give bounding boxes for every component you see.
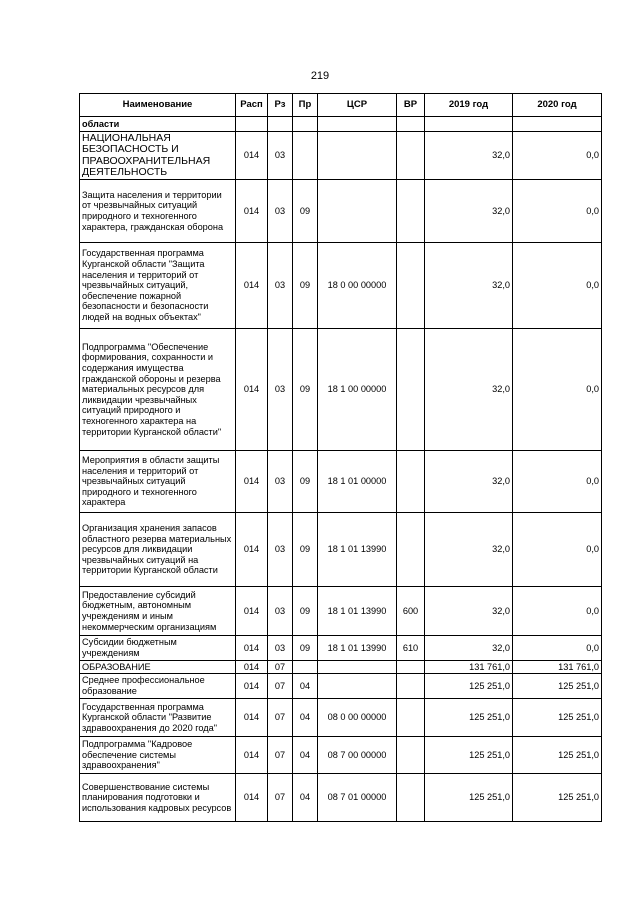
row-rz: 07 [268, 737, 293, 774]
row-name: Организация хранения запасов областного резерва материальных ресурсов для ликвидации чрезвычайных ситуаций на территории Курганской области [80, 513, 236, 587]
row-name: Субсидии бюджетным учреждениям [80, 636, 236, 661]
header-rz: Рз [268, 94, 293, 117]
row-name: Государственная программа Курганской области "Развитие здравоохранения до 2020 года" [80, 699, 236, 737]
table-row [80, 132, 602, 180]
row-2019: 32,0 [425, 329, 513, 451]
row-vr [397, 661, 425, 674]
row-csr: 18 1 00 00000 [318, 329, 397, 451]
row-csr: 18 1 01 13990 [318, 513, 397, 587]
row-vr [397, 243, 425, 329]
row-2020: 125 251,0 [513, 737, 602, 774]
row-2020: 0,0 [513, 329, 602, 451]
row-name: Государственная программа Курганской области "Защита населения и территорий от чрезвычайных ситуаций, обеспечение пожарной безопасности и безопасности людей на водных объектах" [80, 243, 236, 329]
header-pr: Пр [293, 94, 318, 117]
row-2020: 0,0 [513, 180, 602, 243]
row-name: НАЦИОНАЛЬНАЯ БЕЗОПАСНОСТЬ И ПРАВООХРАНИТЕЛЬНАЯ ДЕЯТЕЛЬНОСТЬ [80, 132, 236, 180]
table-row [80, 329, 602, 451]
row-rasp: 014 [236, 587, 268, 636]
row-pr: 04 [293, 737, 318, 774]
row-rz: 03 [268, 451, 293, 513]
budget-table [79, 93, 602, 822]
row-name: Подпрограмма "Кадровое обеспечение системы здравоохранения" [80, 737, 236, 774]
row-vr [397, 513, 425, 587]
row-vr [397, 180, 425, 243]
row-pr: 04 [293, 699, 318, 737]
row-rz: 07 [268, 661, 293, 674]
row-vr: 610 [397, 636, 425, 661]
table-row [80, 774, 602, 822]
row-2020: 125 251,0 [513, 674, 602, 699]
row-name: Подпрограмма "Обеспечение формирования, сохранности и содержания имущества гражданской обороны и резерва материальных ресурсов для ликвидации чрезвычайных ситуаций природного и техногенного характера на территории Курганской области" [80, 329, 236, 451]
row-vr [397, 737, 425, 774]
row-2019: 32,0 [425, 636, 513, 661]
header-row [80, 94, 602, 117]
continuation-row [80, 117, 602, 132]
page-number: 219 [310, 70, 330, 82]
row-vr [397, 699, 425, 737]
row-2020: 0,0 [513, 636, 602, 661]
row-rasp: 014 [236, 243, 268, 329]
row-rz: 03 [268, 180, 293, 243]
row-csr [318, 674, 397, 699]
row-rz: 03 [268, 587, 293, 636]
row-pr: 04 [293, 674, 318, 699]
row-rasp: 014 [236, 451, 268, 513]
row-csr: 18 0 00 00000 [318, 243, 397, 329]
row-vr [397, 451, 425, 513]
row-2019: 131 761,0 [425, 661, 513, 674]
table-row [80, 180, 602, 243]
row-csr: 08 0 00 00000 [318, 699, 397, 737]
row-csr: 18 1 01 13990 [318, 587, 397, 636]
table-row [80, 737, 602, 774]
row-rz: 03 [268, 513, 293, 587]
row-csr: 18 1 01 13990 [318, 636, 397, 661]
row-csr [318, 661, 397, 674]
row-pr: 04 [293, 774, 318, 822]
table-row [80, 636, 602, 661]
row-2020: 125 251,0 [513, 699, 602, 737]
row-2019: 32,0 [425, 513, 513, 587]
row-2020: 0,0 [513, 132, 602, 180]
row-csr [318, 180, 397, 243]
row-rasp: 014 [236, 132, 268, 180]
row-name: Защита населения и территории от чрезвычайных ситуаций природного и техногенного характера, гражданская оборона [80, 180, 236, 243]
row-name: Среднее профессиональное образование [80, 674, 236, 699]
table-row [80, 243, 602, 329]
row-rasp: 014 [236, 699, 268, 737]
row-pr: 09 [293, 329, 318, 451]
row-2019: 125 251,0 [425, 674, 513, 699]
table-row [80, 699, 602, 737]
row-rz: 07 [268, 674, 293, 699]
row-rasp: 014 [236, 513, 268, 587]
table-row [80, 587, 602, 636]
row-2019: 32,0 [425, 451, 513, 513]
row-rz: 03 [268, 636, 293, 661]
row-2019: 125 251,0 [425, 774, 513, 822]
row-rz: 07 [268, 774, 293, 822]
row-pr: 09 [293, 636, 318, 661]
row-rasp: 014 [236, 774, 268, 822]
table-row [80, 513, 602, 587]
row-csr: 18 1 01 00000 [318, 451, 397, 513]
row-2020: 0,0 [513, 513, 602, 587]
row-name: Совершенствование системы планирования подготовки и использования кадровых ресурсов [80, 774, 236, 822]
header-rasp: Расп [236, 94, 268, 117]
row-rz: 07 [268, 699, 293, 737]
header-2019: 2019 год [425, 94, 513, 117]
row-pr [293, 661, 318, 674]
row-pr: 09 [293, 451, 318, 513]
row-vr [397, 774, 425, 822]
header-csr: ЦСР [318, 94, 397, 117]
row-rz: 03 [268, 132, 293, 180]
row-csr: 08 7 01 00000 [318, 774, 397, 822]
row-vr [397, 132, 425, 180]
row-2020: 0,0 [513, 451, 602, 513]
row-rz: 03 [268, 243, 293, 329]
row-2020: 131 761,0 [513, 661, 602, 674]
row-rz: 03 [268, 329, 293, 451]
row-2020: 125 251,0 [513, 774, 602, 822]
header-name: Наименование [80, 94, 236, 117]
continuation-cell: области [80, 117, 236, 132]
row-pr: 09 [293, 587, 318, 636]
table-row [80, 661, 602, 674]
row-rasp: 014 [236, 180, 268, 243]
row-rasp: 014 [236, 661, 268, 674]
row-rasp: 014 [236, 737, 268, 774]
row-vr [397, 329, 425, 451]
row-csr [318, 132, 397, 180]
table-row [80, 674, 602, 699]
row-2020: 0,0 [513, 587, 602, 636]
row-2019: 32,0 [425, 243, 513, 329]
row-vr [397, 674, 425, 699]
row-2019: 32,0 [425, 180, 513, 243]
row-name: ОБРАЗОВАНИЕ [80, 661, 236, 674]
row-2019: 125 251,0 [425, 737, 513, 774]
row-pr [293, 132, 318, 180]
row-2019: 32,0 [425, 132, 513, 180]
row-2019: 125 251,0 [425, 699, 513, 737]
row-rasp: 014 [236, 674, 268, 699]
row-rasp: 014 [236, 636, 268, 661]
row-name: Предоставление субсидий бюджетным, автономным учреждениям и иным некоммерческим организациям [80, 587, 236, 636]
header-2020: 2020 год [513, 94, 602, 117]
table-row [80, 451, 602, 513]
row-2020: 0,0 [513, 243, 602, 329]
row-vr: 600 [397, 587, 425, 636]
row-csr: 08 7 00 00000 [318, 737, 397, 774]
row-2019: 32,0 [425, 587, 513, 636]
row-pr: 09 [293, 513, 318, 587]
header-vr: ВР [397, 94, 425, 117]
row-pr: 09 [293, 180, 318, 243]
row-name: Мероприятия в области защиты населения и территорий от чрезвычайных ситуаций природного и техногенного характера [80, 451, 236, 513]
row-rasp: 014 [236, 329, 268, 451]
row-pr: 09 [293, 243, 318, 329]
